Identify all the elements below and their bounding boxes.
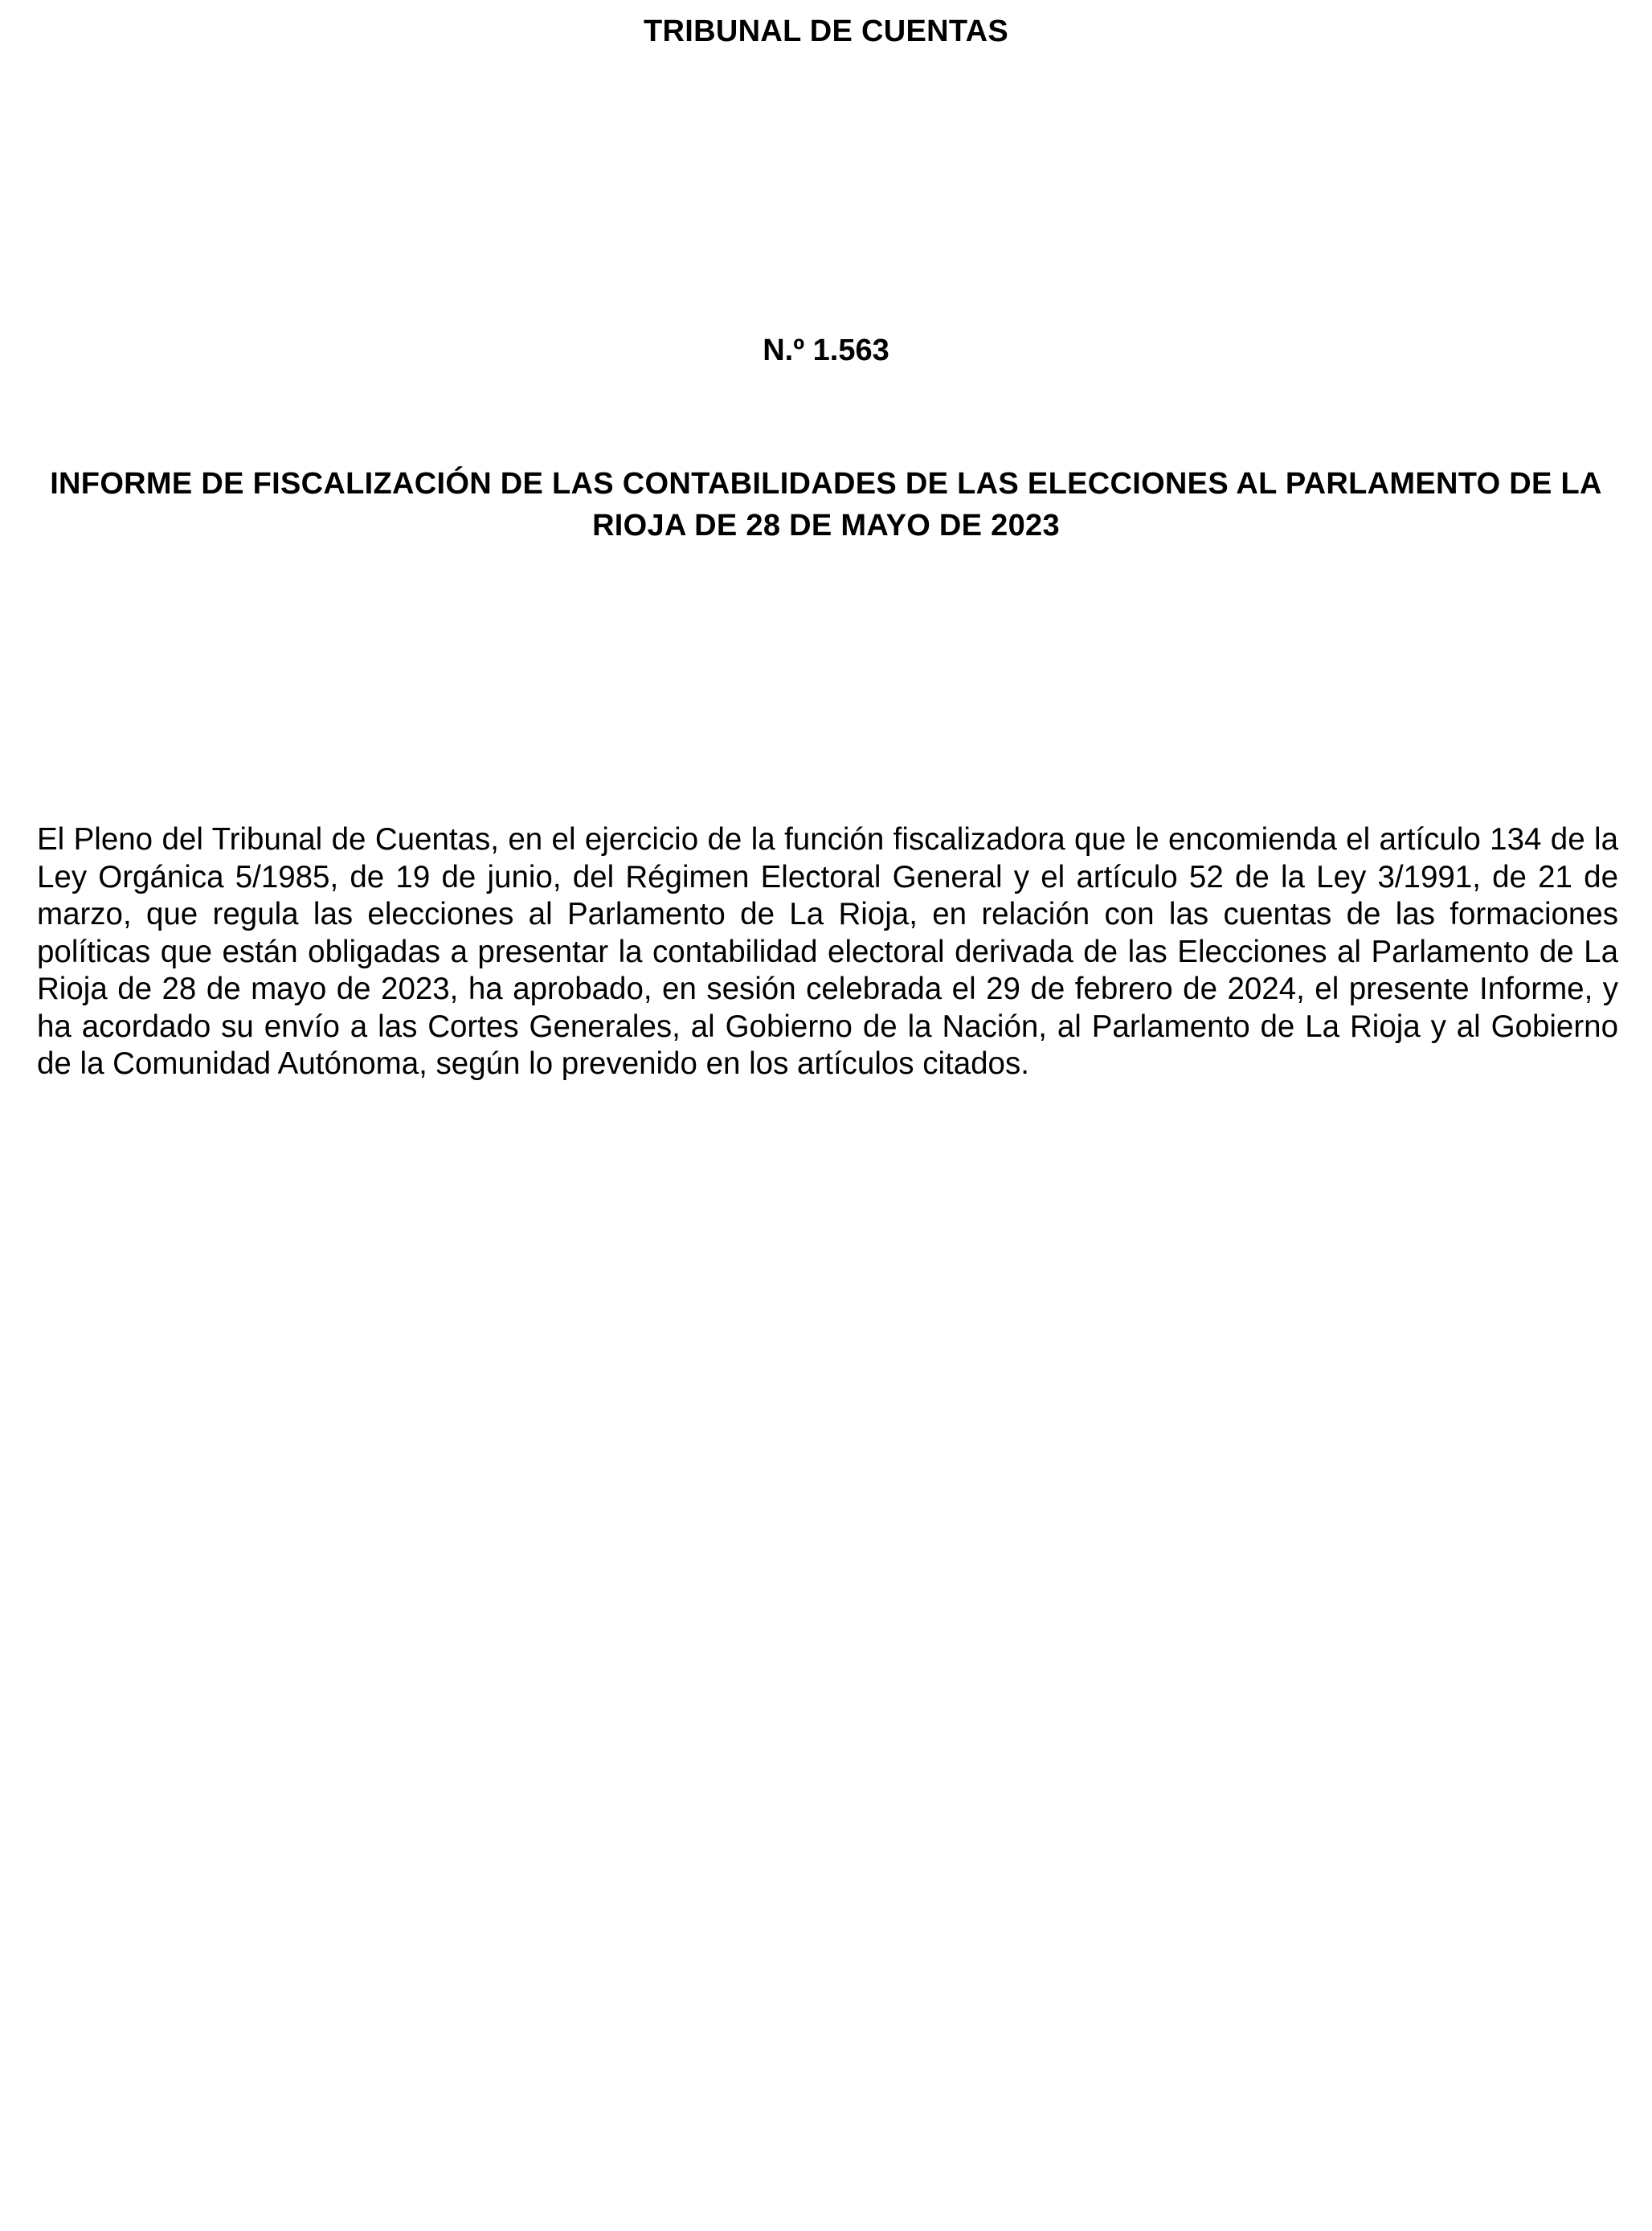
- report-number: N.º 1.563: [763, 334, 889, 367]
- approval-paragraph: El Pleno del Tribunal de Cuentas, en el ejercicio de la función fiscalizadora que le encomienda el artículo 134 de la Ley Orgánica 5/1985, de 19 de junio, del Régimen Electoral General y el artículo 52 de la Ley 3/1991, de 21 de marzo, que regula las elecciones al Parlamento de La Rioja, en relación con las cuentas de las formaciones políticas que están obligadas a presentar la contabilidad electoral derivada de las Elecciones al Parlamento de La Rioja de 28 de mayo de 2023, ha aprobado, en sesión celebrada el 29 de febrero de 2024, el presente Informe, y ha acordado su envío a las Cortes Generales, al Gobierno de la Nación, al Parlamento de La Rioja y al Gobierno de la Comunidad Autónoma, según lo prevenido en los artículos citados.: [37, 822, 1618, 1081]
- report-title: INFORME DE FISCALIZACIÓN DE LAS CONTABILIDADES DE LAS ELECCIONES AL PARLAMENTO DE LA RIOJA DE 28 DE MAYO DE 2023: [50, 467, 1602, 542]
- institution-header: TRIBUNAL DE CUENTAS: [644, 14, 1008, 48]
